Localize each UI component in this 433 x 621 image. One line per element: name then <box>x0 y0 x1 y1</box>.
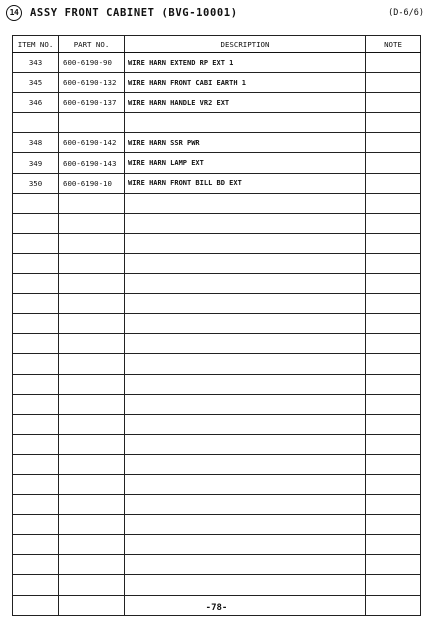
table-row <box>13 334 421 354</box>
part-number-cell <box>59 334 125 354</box>
part-number-cell <box>59 274 125 294</box>
note-cell <box>366 474 421 494</box>
description-cell <box>125 474 366 494</box>
column-header-note: NOTE <box>366 36 421 53</box>
description-cell <box>125 233 366 253</box>
description-cell <box>125 294 366 314</box>
description-cell <box>125 253 366 273</box>
item-number-cell <box>13 213 59 233</box>
description-cell: WIRE HARN FRONT CABI EARTH 1 <box>125 73 366 93</box>
description-cell <box>125 314 366 334</box>
table-row <box>13 253 421 273</box>
part-number-cell: 600-6190-10 <box>59 173 125 193</box>
note-cell <box>366 374 421 394</box>
note-cell <box>366 73 421 93</box>
description-cell <box>125 434 366 454</box>
note-cell <box>366 334 421 354</box>
part-number-cell <box>59 354 125 374</box>
description-cell: WIRE HARN LAMP EXT <box>125 153 366 173</box>
note-cell <box>366 495 421 515</box>
item-number-cell <box>13 515 59 535</box>
part-number-cell <box>59 515 125 535</box>
note-cell <box>366 53 421 73</box>
description-cell <box>125 113 366 133</box>
table-row <box>13 133 421 153</box>
part-number-cell <box>59 394 125 414</box>
table-row <box>13 354 421 374</box>
description-cell <box>125 515 366 535</box>
page-number: -78- <box>205 603 228 613</box>
item-number-cell <box>13 274 59 294</box>
table-body <box>13 53 421 616</box>
description-cell: WIRE HARN HANDLE VR2 EXT <box>125 93 366 113</box>
page-reference: (D-6/6) <box>388 8 424 18</box>
table-row <box>13 394 421 414</box>
item-number-cell <box>13 575 59 595</box>
note-cell <box>366 253 421 273</box>
item-number-cell <box>13 434 59 454</box>
table-row <box>13 374 421 394</box>
item-number-cell <box>13 193 59 213</box>
note-cell <box>366 454 421 474</box>
part-number-cell <box>59 294 125 314</box>
item-number-cell: 345 <box>13 73 59 93</box>
table-row <box>13 113 421 133</box>
note-cell <box>366 354 421 374</box>
note-cell <box>366 414 421 434</box>
part-number-cell: 600-6190-137 <box>59 93 125 113</box>
item-number-cell <box>13 414 59 434</box>
part-number-cell <box>59 193 125 213</box>
description-cell <box>125 334 366 354</box>
part-number-cell <box>59 213 125 233</box>
page-title: ASSY FRONT CABINET (BVG-10001) <box>30 7 238 19</box>
description-cell <box>125 555 366 575</box>
note-cell <box>366 93 421 113</box>
note-cell <box>366 515 421 535</box>
item-number-cell <box>13 535 59 555</box>
table-row <box>13 575 421 595</box>
description-cell: WIRE HARN EXTEND RP EXT 1 <box>125 53 366 73</box>
item-number-cell <box>13 354 59 374</box>
part-number-cell <box>59 575 125 595</box>
part-number-cell: 600-6190-142 <box>59 133 125 153</box>
description-cell <box>125 394 366 414</box>
part-number-cell: 600-6190-132 <box>59 73 125 93</box>
part-number-cell: 600-6190-90 <box>59 53 125 73</box>
description-cell <box>125 354 366 374</box>
note-cell <box>366 294 421 314</box>
parts-table <box>12 35 421 616</box>
description-cell: WIRE HARN FRONT BILL BD EXT <box>125 173 366 193</box>
note-cell <box>366 314 421 334</box>
item-number-cell <box>13 334 59 354</box>
item-number-cell <box>13 555 59 575</box>
table-row <box>13 434 421 454</box>
table-row <box>13 314 421 334</box>
description-cell <box>125 274 366 294</box>
item-number-cell <box>13 454 59 474</box>
column-header-item-no: ITEM NO. <box>13 36 59 53</box>
table-row <box>13 233 421 253</box>
table-row <box>13 153 421 173</box>
note-cell <box>366 555 421 575</box>
description-cell <box>125 193 366 213</box>
table-row <box>13 535 421 555</box>
item-number-cell <box>13 294 59 314</box>
part-number-cell <box>59 474 125 494</box>
column-header-part-no: PART NO. <box>59 36 125 53</box>
part-number-cell: 600-6190-143 <box>59 153 125 173</box>
item-number-cell: 346 <box>13 93 59 113</box>
note-cell <box>366 274 421 294</box>
table-row <box>13 53 421 73</box>
item-number-cell <box>13 314 59 334</box>
table-row <box>13 193 421 213</box>
item-number-cell: 343 <box>13 53 59 73</box>
description-cell <box>125 454 366 474</box>
item-number-cell <box>13 374 59 394</box>
table-row <box>13 274 421 294</box>
table-row <box>13 73 421 93</box>
description-cell <box>125 535 366 555</box>
part-number-cell <box>59 113 125 133</box>
item-number-cell: 348 <box>13 133 59 153</box>
table-row <box>13 173 421 193</box>
part-number-cell <box>59 535 125 555</box>
item-number-cell <box>13 113 59 133</box>
item-number-cell <box>13 495 59 515</box>
part-number-cell <box>59 414 125 434</box>
item-number-cell <box>13 233 59 253</box>
part-number-cell <box>59 314 125 334</box>
description-cell <box>125 374 366 394</box>
note-cell <box>366 394 421 414</box>
table-row <box>13 414 421 434</box>
page-header <box>6 5 426 23</box>
part-number-cell <box>59 434 125 454</box>
table-row <box>13 294 421 314</box>
table-row <box>13 515 421 535</box>
note-cell <box>366 535 421 555</box>
note-cell <box>366 113 421 133</box>
item-number-cell <box>13 474 59 494</box>
note-cell <box>366 233 421 253</box>
note-cell <box>366 173 421 193</box>
description-cell <box>125 414 366 434</box>
section-number-badge: 14 <box>6 5 22 21</box>
note-cell <box>366 153 421 173</box>
part-number-cell <box>59 495 125 515</box>
part-number-cell <box>59 374 125 394</box>
description-cell <box>125 213 366 233</box>
description-cell: WIRE HARN SSR PWR <box>125 133 366 153</box>
item-number-cell: 349 <box>13 153 59 173</box>
description-cell <box>125 575 366 595</box>
note-cell <box>366 193 421 213</box>
item-number-cell <box>13 253 59 273</box>
column-header-description: DESCRIPTION <box>125 36 366 53</box>
note-cell <box>366 434 421 454</box>
item-number-cell: 350 <box>13 173 59 193</box>
table-row <box>13 93 421 113</box>
part-number-cell <box>59 253 125 273</box>
note-cell <box>366 213 421 233</box>
part-number-cell <box>59 454 125 474</box>
part-number-cell <box>59 555 125 575</box>
table-header-row <box>13 36 421 53</box>
note-cell <box>366 133 421 153</box>
item-number-cell <box>13 394 59 414</box>
table-row <box>13 495 421 515</box>
table-row <box>13 454 421 474</box>
note-cell <box>366 575 421 595</box>
part-number-cell <box>59 233 125 253</box>
table-row <box>13 555 421 575</box>
description-cell <box>125 495 366 515</box>
table-row <box>13 474 421 494</box>
table-row <box>13 213 421 233</box>
